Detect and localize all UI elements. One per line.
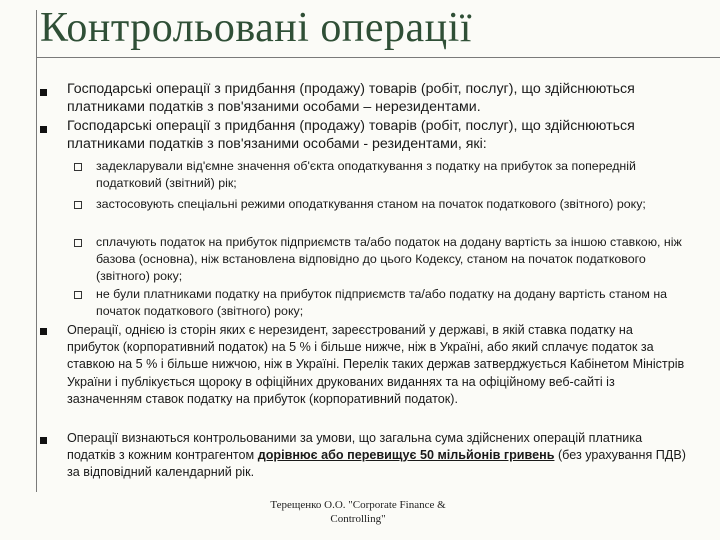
bullet-4-emphasis: дорівнює або перевищує 50 мільйонів гривень — [257, 448, 555, 463]
title-underline — [36, 57, 720, 58]
sub-bullet-1: задекларували від'ємне значення об'єкта оподаткування з податку на прибуток за попередній податковий (звітний) рік; — [96, 159, 636, 190]
sub-bullet-marker — [74, 201, 82, 209]
bullet-marker — [40, 126, 47, 133]
left-rule — [36, 10, 37, 492]
footer-line-2: Controlling" — [330, 513, 386, 525]
sub-bullet-marker — [74, 291, 82, 299]
sub-bullet-2: застосовують спеціальні режими оподаткування станом на початок податкового (звітного) року; — [96, 197, 646, 211]
slide-title: Контрольовані операції — [40, 5, 472, 51]
bullet-marker — [40, 328, 47, 335]
bullet-3: Операції, однією із сторін яких є нерезидент, зареєстрований у державі, в якій ставка податку на прибуток (корпоративний податок) на 5 % і більше нижче, ніж в Україні, або який сплачує податок за ставкою на 5 % і більше нижчою, ніж в Україні. Перелік таких держав затверджується Кабінетом Міністрів України і публікується щороку в офіційних друкованих виданнях та на офіційному веб-сайті із зазначенням ставок податку на прибуток (корпоративний податок). — [67, 323, 685, 406]
bullet-4 — [67, 430, 687, 482]
sub-bullet-3: сплачують податок на прибуток підприємств та/або податок на додану вартість за іншою ставкою, ніж базова (основна), ніж встановлена відповідно до цього Кодексу, станом на початок податкового (звітного) року; — [96, 235, 682, 283]
bullet-1: Господарські операції з придбання (продажу) товарів (робіт, послуг), що здійснюються платниками податків з пов'язаними особами – нерезидентами. — [67, 81, 635, 115]
bullet-marker — [40, 437, 47, 444]
bullet-2: Господарські операції з придбання (продажу) товарів (робіт, послуг), що здійснюються платниками податків з пов'язаними особами - резидентами, які: — [67, 118, 635, 152]
sub-bullet-marker — [74, 239, 82, 247]
bullet-4-suffix: (без урахування ПДВ) за відповідний календарний рік. — [67, 448, 686, 480]
sub-bullet-marker — [74, 163, 82, 171]
sub-bullet-4: не були платниками податку на прибуток підприємств та/або податку на додану вартість станом на початок податкового (звітного) року; — [96, 287, 668, 318]
bullet-marker — [40, 89, 47, 96]
footer — [248, 498, 468, 526]
bullet-4-prefix: Операції визнаються контрольованими за умови, що загальна сума здійснених операцій платника податків з кожним контрагентом — [67, 431, 643, 463]
footer-line-1: Терещенко О.О. "Corporate Finance & — [270, 499, 446, 511]
